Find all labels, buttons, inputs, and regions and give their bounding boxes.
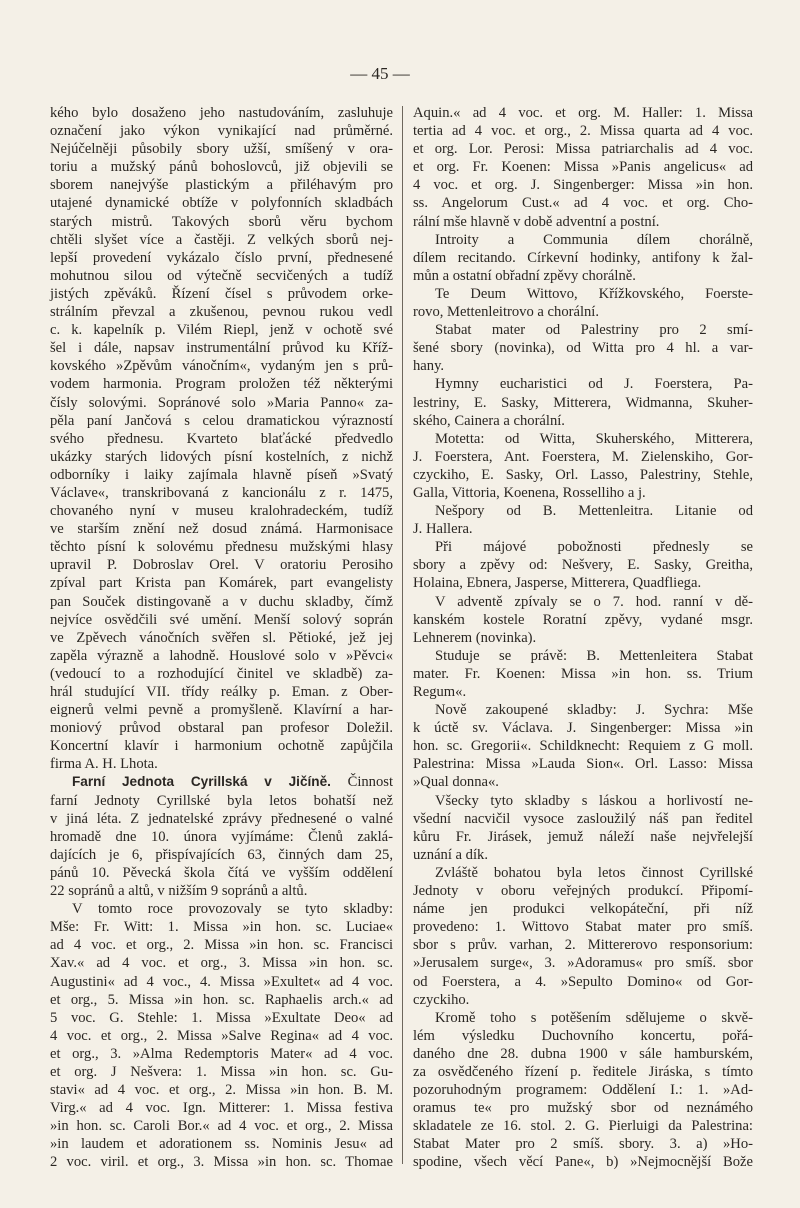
text-line: lepší provedení vykázalo číslo první, přednesené [50,249,393,266]
text-line: farní Jednoty Cyrillské byla letos bohatší než [50,792,393,809]
text-run: Činnost [347,774,394,791]
text-line: sbor s prův. varhan, 2. Mittererovo responsorium: [413,937,753,954]
text-line: V adventě zpívaly se o 7. hod. ranní v dě- [435,593,753,610]
paragraph [413,104,753,231]
text-line: dílem recitando. Církevní hodinky, antifony k žal- [413,249,753,266]
text-line: ského, Cainera a chorální. [413,412,565,429]
text-line: ve Zpěvech vánočních svěřen sl. Pětioké, jež jej [50,629,393,646]
text-line: Studuje se právě: B. Mettenleitera Stabat [435,647,753,664]
text-line: sbory a zpěvy od: Nešvery, E. Sasky, Greitha, [413,557,753,574]
text-line: ve starším znění než dosud známá. Harmonisace [50,521,393,538]
text-line: Te Deum Wittovo, Křížkovského, Foerste- [435,285,753,302]
text-line: rální mše hlavně v době adventní a postní. [413,213,660,230]
text-line: můn a ostatní obřadní zpěvy chorálně. [413,267,636,284]
paragraph [50,773,393,900]
text-line: zpíval part Krista pan Komárek, part evangelisty [50,575,393,592]
text-line: Stabat Mater pro 2 smíš. sbory. 3. a) »Ho- [413,1136,753,1153]
text-line: hromadě dne 10. února vyjímáme: Členů zaklá- [50,828,393,845]
text-line [50,773,393,791]
text-line: »in hon. sc. Caroli Bor.« ad 4 voc. et org., 2. Missa [50,1118,393,1135]
right-column [413,104,753,1172]
paragraph [413,593,753,647]
text-line: pozoruhodným programem: Oddělení I.: 1. »Ad- [413,1082,753,1099]
text-line: Zvláště bohatou byla letos činnost Cyrillské [435,864,753,881]
text-line: vodem harmonia. Program proložen též některými [50,376,393,393]
text-line: 5 voc. G. Stehle: 1. Missa »Exultate Deo« ad [50,1009,393,1026]
text-line: pan Souček distingovaně a v duchu skladby, čímž [50,593,393,610]
text-line: (vedoucí to a rozhodující činitel ve skladbě) za- [50,665,393,682]
text-line: daného dne 28. dubna 1900 v sále hamburském, [413,1045,753,1062]
text-line: toriu a mužský pánů bohoslovců, již objevili se [50,159,393,176]
text-line: lestriny, E. Sasky, Mitterera, Widmanna, Skuher- [413,394,753,411]
text-line: czyckiho. [413,991,470,1008]
text-line: lém výsledku Duchovního koncertu, pořá- [413,1027,753,1044]
text-line: uznání a dík. [413,846,488,863]
text-line: Augustini« ad 4 voc., 4. Missa »Exultet« ad 4 voc. [50,973,393,990]
text-line: chovaného nyní v museu kralohradeckém, tudíž [50,503,393,520]
text-line: Palestrina: Missa »Lauda Sion«. Orl. Lasso: Missa [413,756,753,773]
text-line: Při májové pobožnosti přednesly se [435,539,753,556]
text-line: za osvědčeného řízení p. ředitele Jiráska, s tímto [413,1063,753,1080]
text-line: Virg.« ad 4 voc. Ign. Mitterer: 1. Missa festiva [50,1100,393,1117]
text-line: V tomto roce provozovaly se tyto skladby: [72,901,393,918]
text-line: Nejúčelněji působily sbory užší, smíšený v ora- [50,141,393,158]
paragraph [413,792,753,864]
text-line: Xav.« ad 4 voc. et org., 3. Missa »in hon. sc. [50,955,393,972]
text-line: pěla paní Jančová s celou dramatickou výrazností [50,412,393,429]
text-line: et org. J Nešvera: 1. Missa »in hon. sc. Gu- [50,1063,393,1080]
paragraph [50,104,393,773]
text-line: mater. Fr. Koenen: Missa »in hon. ss. Trium [413,665,753,682]
text-line: et org., 3. »Alma Redemptoris Mater« ad 4 voc. [50,1045,393,1062]
text-line: Stabat mater od Palestriny pro 2 smí- [435,322,753,339]
text-line: všední nacvičil vysoce zasloužilý náš pan ředitel [413,810,753,827]
text-line: starých mistrů. Takových sborů věru bychom [50,213,393,230]
text-line: svého přednesu. Kvarteto blaťácké předvedlo [50,430,393,447]
text-line: eignerů velmi pevně a promyšleně. Klavírní a har- [50,702,393,719]
text-line: »in laudem et adorationem ss. Nominis Jesu« ad [50,1136,393,1153]
text-line: rovo, Mettenleitrovo a chorální. [413,304,600,321]
text-line: stavi« ad 4 voc. et org., 2. Missa »in hon. B. M. [50,1082,393,1099]
text-line: »Qual donna«. [413,774,499,791]
text-line: v jiná léta. Z jednatelské zprávy přednesené o valné [50,810,393,827]
text-line: odborníky i laiky zajímala hlavně píseň »Svatý [50,466,393,483]
section-heading: Farní Jednota Cyrillská v Jičíně. [72,774,331,790]
text-line: hon. sc. Gregorii«. Schildknecht: Requiem z G moll. [413,738,753,755]
text-line: moniový průvod obstaral pan profesor Doležil. [50,720,393,737]
text-line: ukázky starých lidových písní kostelních, z nichž [50,448,393,465]
text-line: upravil P. Dobroslav Orel. V oratoriu Perosiho [50,557,393,574]
paragraph [413,647,753,701]
text-line: J. Foerstera, Ant. Foerstera, M. Zielenskiho, Gor- [413,448,753,465]
text-line: 4 voc. et org. J. Singenberger: Missa »in hon. [413,177,753,194]
text-line: Nově zakoupené skladby: J. Sychra: Mše [435,702,753,719]
paragraph [413,285,753,321]
text-line: Aquin.« ad 4 voc. et org. M. Haller: 1. Missa [413,105,753,121]
text-line: et org. Fr. Koenen: Missa »Panis angelicus« ad [413,159,753,176]
text-line: k úctě sv. Václava. J. Singenberger: Missa »in [413,720,753,737]
text-line: Introity a Communia dílem chorálně, [435,231,753,248]
text-line: označení jako výkon vynikající nad průměrné. [50,123,393,140]
paragraph [413,538,753,592]
text-line: ss. Angelorum Cust.« ad 4 voc. et org. Cho- [413,195,753,212]
text-line: chtěli slyšet více a častěji. Z velkých sborů nej- [50,231,393,248]
text-line: »Jerusalem surge«, 3. »Adoramus« pro smíš. sbor [413,955,753,972]
text-line: sborem nanejvýše plastickým a přiléhavým pro [50,177,393,194]
text-line: Motetta: od Witta, Skuherského, Mitterera, [435,430,753,447]
text-line: kanském kostele Roratní zpěvy, vydané msgr. [413,611,753,628]
text-line: náme jen produkci velkopáteční, při níž [413,901,753,918]
paragraph [413,375,753,429]
text-line: dajících je 6, přispívajících 63, činných dam 25, [50,846,393,863]
text-line: 2 voc. viril. et org., 3. Missa »in hon. sc. Thomae [50,1154,393,1171]
text-line: Lehnerem (novinka). [413,629,537,646]
text-line: Holaina, Ebnera, Jasperse, Mitterera, Quadfliega. [413,575,702,592]
text-line: těchto písní k solovému přednesu mužskými hlasy [50,539,393,556]
text-line: hrál studující VII. třídy reálky p. Eman. z Ober- [50,684,393,700]
text-line: tertia ad 4 voc. et org., 2. Missa quarta ad 4 voc. [413,123,753,140]
paragraph [413,321,753,375]
paragraph [413,864,753,1009]
text-line: Galla, Vittoria, Koenena, Rosselliho a j. [413,484,646,501]
text-line: 22 sopránů a altů, v nižším 9 sopránů a altů. [50,883,308,900]
text-line: et org., 5. Missa »in hon. sc. Raphaelis arch.« ad [50,991,393,1008]
text-line: skladatele ze 16. stol. 2. G. Pierluigi da Palestrina: [413,1118,753,1135]
text-line: utajené dynamické obtíže v polyfonních skladbách [50,195,393,212]
text-line: c. k. kapelník p. Vilém Riepl, jenž v ochotě své [50,322,393,339]
text-line: kovského »Zpěvům vánočním«, vydaným jen s prů- [50,358,393,375]
text-line: oramus te« pro mužský sbor od neznámého [413,1100,753,1117]
text-line: Hymny eucharistici od J. Foerstera, Pa- [435,376,753,393]
text-line: nejvíce osvědčili své umění. Menší solový soprán [50,611,393,628]
left-column [50,104,393,1172]
text-line: mohutnou silou od výtečně secvičených a tudíž [50,267,393,284]
text-line: et org. Lor. Perosi: Missa patriarchalis ad 4 voc. [413,141,753,158]
text-line: Nešpory od B. Mettenleitra. Litanie od [435,503,753,520]
paragraph [413,1009,753,1172]
text-line: Koncertní klavír i harmonium ochotně zapůjčila [50,738,393,755]
text-line: Jednoty v oboru veřejných produkcí. Připomí- [413,883,753,900]
text-line: šené sbory (novinka), od Witta pro 4 hl. a var- [413,340,753,357]
text-line: czyckiho, E. Sasky, Orl. Lasso, Palestriny, Stehle, [413,466,753,483]
text-line: od Foerstera, a 4. »Sepulto Domino« od Gor- [413,973,753,990]
text-line: J. Hallera. [413,521,473,538]
text-line: Mše: Fr. Witt: 1. Missa »in hon. sc. Luciae« [50,919,393,936]
text-line: Kromě toho s potěšením sdělujeme o skvě- [435,1009,753,1026]
text-line: pánů 10. Pěvecká škola čítá ve vyšším oddělení [50,864,393,881]
text-line: zapěla výrazně a lahodně. Houslové solo v »Pěvci« [50,647,393,664]
column-divider [402,106,403,1164]
text-line: ad 4 voc. et org., 2. Missa »in hon. sc. Francisci [50,937,393,954]
text-line: strálním převzal a zkušenou, pevnou rukou vedl [50,304,393,321]
text-line: kého bylo dosaženo jeho nastudováním, zasluhuje [50,105,393,121]
text-line: firma A. H. Lhota. [50,756,158,773]
text-line: jistých zpěváků. Řízení čísel s průvodem orke- [50,285,393,302]
page-number: — 45 — [350,64,410,83]
text-line: spodine, všech věcí Pane«, b) »Nejmocnější Bože [413,1154,753,1171]
text-line: provedeno: 1. Wittovo Stabat mater pro smíš. [413,919,753,936]
text-line: hany. [413,358,445,375]
text-line: Všecky tyto skladby s láskou a horlivostí ne- [435,792,753,809]
text-line: Václave«, transkribovaná z kancionálu z r. 1475, [50,484,393,501]
text-line: 4 voc. et org., 2. Missa »Salve Regina« ad 4 voc. [50,1027,393,1044]
text-line: Regum«. [413,684,467,700]
paragraph [413,430,753,502]
paragraph [413,231,753,285]
paragraph [413,502,753,538]
paragraph [413,701,753,791]
text-line: čísly solovými. Sopránové solo »Maria Panno« za- [50,394,393,411]
text-line: šel i dále, napsav instrumentální průvod ku Kříž- [50,340,393,357]
text-line: kůru Fr. Jirásek, jemuž náleží naše nejvřelejší [413,828,753,845]
paragraph [50,900,393,1171]
